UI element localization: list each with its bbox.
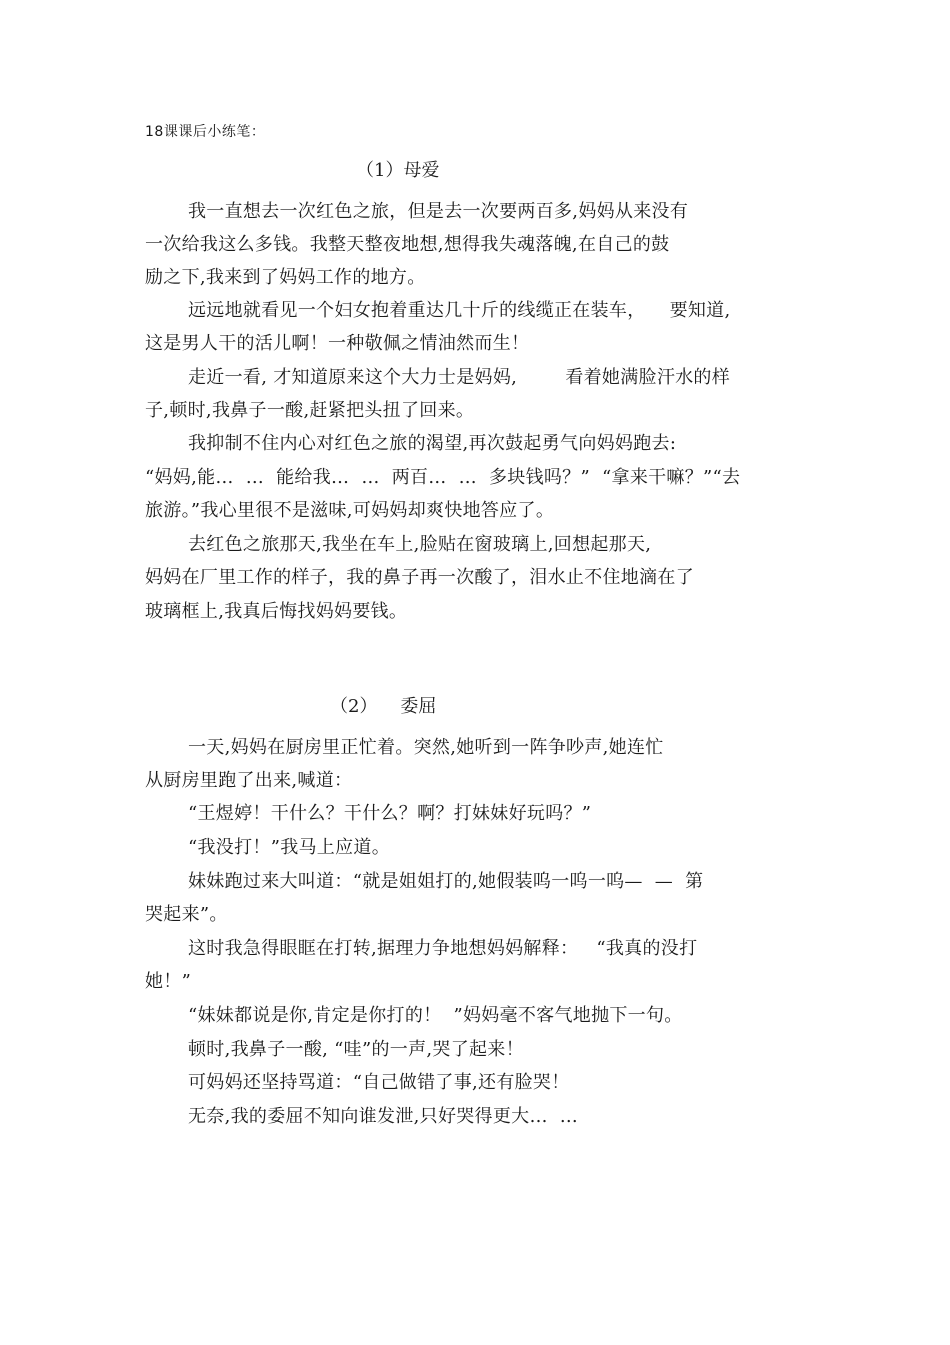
paragraph-line: 去红色之旅那天,我坐在车上,脸贴在窗玻璃上,回想起那天, <box>188 534 652 555</box>
paragraph-line: 可妈妈还坚持骂道：“自己做错了事,还有脸哭！ <box>188 1072 570 1093</box>
paragraph-line: 玻璃框上,我真后悔找妈妈要钱。 <box>145 601 408 622</box>
paragraph-line: “王煜婷！干什么？干什么？啊？打妹妹好玩吗？” <box>188 803 592 824</box>
paragraph-line: 一天,妈妈在厨房里正忙着。突然,她听到一阵争吵声,她连忙 <box>188 737 664 758</box>
paragraph-line: 哭起来”。 <box>145 904 228 925</box>
paragraph-line: 子,顿时,我鼻子一酸,赶紧把头扭了回来。 <box>145 400 475 421</box>
section-2-title: （2） 委屈 <box>330 696 437 717</box>
paragraph-line: 我抑制不住内心对红色之旅的渴望,再次鼓起勇气向妈妈跑去: <box>188 433 677 454</box>
section-1-title: （1）母爱 <box>356 160 440 181</box>
paragraph-line: 一次给我这么多钱。我整天整夜地想,想得我失魂落魄,在自己的鼓 <box>145 234 670 255</box>
paragraph-line: 我一直想去一次红色之旅，但是去一次要两百多,妈妈从来没有 <box>188 201 689 222</box>
paragraph-line: “我没打！”我马上应道。 <box>188 837 391 858</box>
paragraph-line: 这是男人干的活儿啊！一种敬佩之情油然而生！ <box>145 333 530 354</box>
paragraph-line: 走近一看, 才知道原来这个大力士是妈妈, 看着她满脸汗水的样 <box>188 367 731 388</box>
paragraph-line: 妈妈在厂里工作的样子，我的鼻子再一次酸了，泪水止不住地滴在了 <box>145 567 694 588</box>
paragraph-line: “妹妹都说是你,肯定是你打的！ ”妈妈毫不客气地抛下一句。 <box>188 1005 683 1026</box>
paragraph-line: 无奈,我的委屈不知向谁发泄,只好哭得更大… … <box>188 1106 579 1127</box>
paragraph-line: 远远地就看见一个妇女抱着重达几十斤的线缆正在装车， 要知道, <box>188 300 731 321</box>
page-header: 18课课后小练笔： <box>145 124 266 140</box>
paragraph-line: 旅游。”我心里很不是滋味,可妈妈却爽快地答应了。 <box>145 500 555 521</box>
paragraph-line: 妹妹跑过来大叫道：“就是姐姐打的,她假装呜一呜一呜— — 第 <box>188 871 704 892</box>
paragraph-line: “妈妈,能… … 能给我… … 两百… … 多块钱吗？” “拿来干嘛？”“去 <box>145 467 741 488</box>
paragraph-line: 从厨房里跑了出来,喊道： <box>145 770 353 791</box>
paragraph-line: 励之下,我来到了妈妈工作的地方。 <box>145 267 426 288</box>
paragraph-line: 她！” <box>145 971 192 992</box>
paragraph-line: 顿时,我鼻子一酸, “哇”的一声,哭了起来！ <box>188 1039 524 1060</box>
paragraph-line: 这时我急得眼眶在打转,据理力争地想妈妈解释： “我真的没打 <box>188 938 698 959</box>
